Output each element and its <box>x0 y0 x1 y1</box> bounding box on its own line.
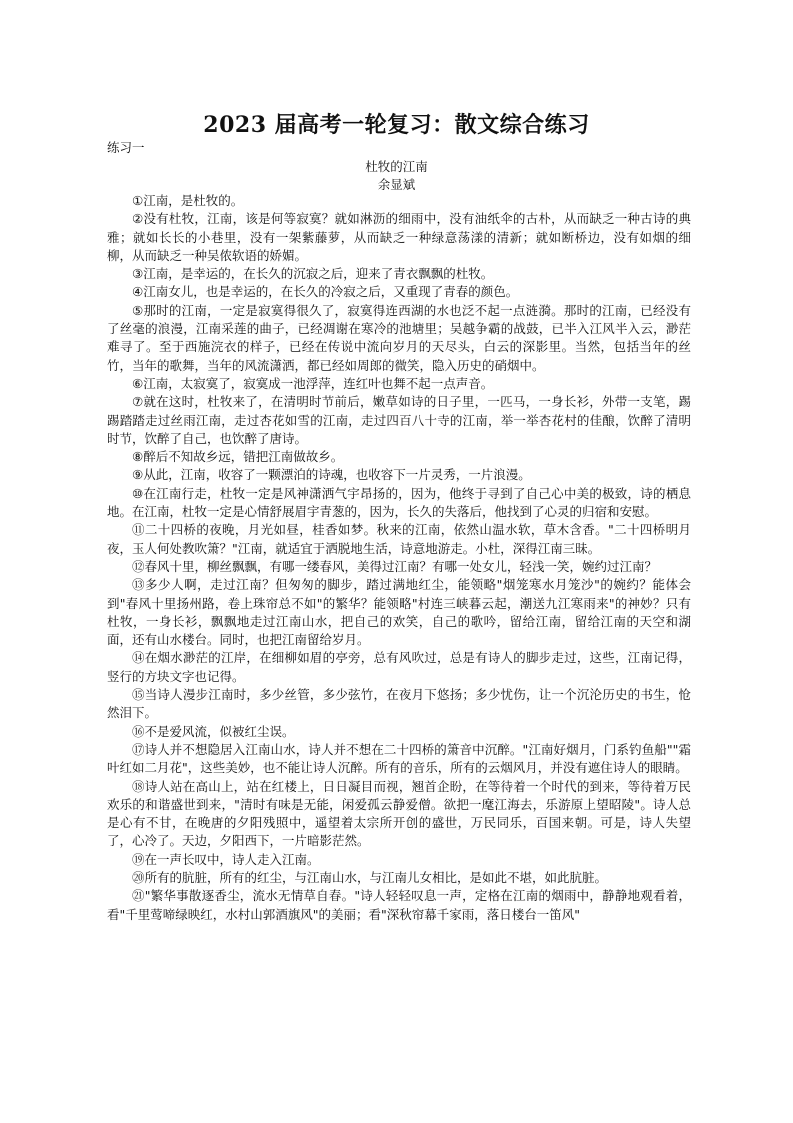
paragraph: ㉑"繁华事散逐香尘，流水无情草自春。"诗人轻轻叹息一声，定格在江南的烟雨中，静静地观看着，看"千里莺啼绿映红，水村山郭酒旗风"的美丽；看"深秋帘幕千家雨，落日楼台一笛风" <box>107 888 691 922</box>
paragraph: ⑧醉后不知故乡远，错把江南做故乡。 <box>132 449 344 465</box>
section-label: 练习一 <box>107 140 145 155</box>
paragraph: ⑭在烟水渺茫的江岸，在细柳如眉的亭旁，总有风吹过，总是有诗人的脚步走过，这些，江南记得，竖行的方块文字也记得。 <box>107 650 691 684</box>
article-title: 杜牧的江南 <box>365 159 428 174</box>
paragraph: ⑦就在这时，杜牧来了，在清明时节前后，嫩草如诗的日子里，一匹马，一身长衫，外带一支笔，踢踢踏踏走过丝雨江南，走过杏花如雪的江南，走过四百八十寺的江南，举一举杏花村的佳酿，饮醉了清明时节，饮醉了自己，也饮醉了唐诗。 <box>107 394 691 446</box>
paragraph: ⑩在江南行走，杜牧一定是风神潇洒气宇昂扬的，因为，他终于寻到了自己心中美的极致，诗的栖息地。在江南，杜牧一定是心情舒展眉宇青葱的，因为，长久的失落后，他找到了心灵的归宿和安慰。 <box>107 485 691 520</box>
paragraph: ⑫春风十里，柳丝飘飘，有哪一缕春风，美得过江南？有哪一处女儿，轻浅一笑，婉约过江南？ <box>132 558 658 574</box>
paragraph: ⑨从此，江南，收容了一颗漂泊的诗魂，也收容下一片灵秀，一片浪漫。 <box>132 467 531 483</box>
paragraph: ④江南女儿，也是幸运的，在长久的冷寂之后，又重现了青春的颜色。 <box>132 284 519 300</box>
paragraph: ③江南，是幸运的，在长久的沉寂之后，迎来了青衣飘飘的杜牧。 <box>132 266 494 282</box>
paragraph: ⑳所有的肮脏，所有的红尘，与江南山水，与江南儿女相比，是如此不堪，如此肮脏。 <box>132 869 608 885</box>
paragraph: ①江南，是杜牧的。 <box>132 193 244 208</box>
document-title: 2023 届高考一轮复习：散文综合练习 <box>203 112 590 138</box>
paragraph: ⑯不是爱风流，似被红尘误。 <box>132 723 295 739</box>
paragraph: ⑱诗人站在高山上，站在红楼上，日日凝目而视，翘首企盼，在等待着一个时代的到来，等待着万民欢乐的和谐盛世到来，"清时有味是无能，闲爱孤云静爱僧。欲把一麾江海去，乐游原上望昭陵"。诗人总是心有不甘，在晚唐的夕阳残照中，遥望着太宗所开创的盛世，万民同乐，百国来朝。可是，诗人失望了，心冷了。天边，夕阳西下，一片暗影茫然。 <box>107 778 691 849</box>
paragraph: ⑰诗人并不想隐居入江南山水，诗人并不想在二十四桥的箫音中沉醉。"江南好烟月，门系钓鱼船""霜叶红如二月花"，这些美妙，也不能让诗人沉醉。所有的音乐，所有的云烟风月，并没有遮住诗人的眼睛。 <box>107 741 691 776</box>
paragraph: ②没有杜牧，江南，该是何等寂寞？就如淋沥的细雨中，没有油纸伞的古朴，从而缺乏一种古诗的典雅；就如长长的小巷里，没有一架紫藤萝，从而缺乏一种绿意荡漾的清新；就如断桥边，没有如烟的细柳，从而缺乏一种吴侬软语的娇媚。 <box>107 211 691 263</box>
paragraph: ⑬多少人啊，走过江南？但匆匆的脚步，踏过满地红尘，能领略"烟笼寒水月笼沙"的婉约？能体会到"春风十里扬州路，卷上珠帘总不如"的繁华？能领略"村连三峡暮云起，潮送九江寒雨来"的神妙？只有杜牧，一身长衫，飘飘地走过江南山水，把自己的欢笑，自己的歌吟，留给江南，留给江南的天空和湖面，还有山水楼台。同时，也把江南留给岁月。 <box>107 577 692 648</box>
paragraph: ⑪二十四桥的夜晚，月光如昼，桂香如梦。秋来的江南，依然山温水软，草木含香。"二十四桥明月夜，玉人何处教吹箫？"江南，就适宜于洒脱地生活，诗意地游走。小杜，深得江南三昧。 <box>107 522 691 556</box>
article-body <box>107 192 691 924</box>
paragraph: ⑮当诗人漫步江南时，多少丝管，多少弦竹，在夜月下悠扬；多少忧伤，让一个沉沦历史的书生，怆然泪下。 <box>107 687 691 721</box>
paragraph: ⑤那时的江南，一定是寂寞得很久了，寂寞得连西湖的水也泛不起一点涟漪。那时的江南，已经没有了丝毫的浪漫，江南采莲的曲子，已经凋谢在寒冷的池塘里；吴越争霸的战鼓，已半入江风半入云，渺茫难寻了。至于西施浣衣的样子，已经在传说中流向岁月的天尽头，白云的深影里。当然，包括当年的丝竹，当年的歌舞，当年的风流潇洒，都已经如周郎的微笑，隐入历史的硝烟中。 <box>107 302 691 373</box>
paragraph: ⑲在一声长叹中，诗人走入江南。 <box>132 851 320 867</box>
article-author: 余显斌 <box>377 177 416 192</box>
paragraph: ⑥江南，太寂寞了，寂寞成一池浮萍，连红叶也舞不起一点声音。 <box>132 375 494 391</box>
